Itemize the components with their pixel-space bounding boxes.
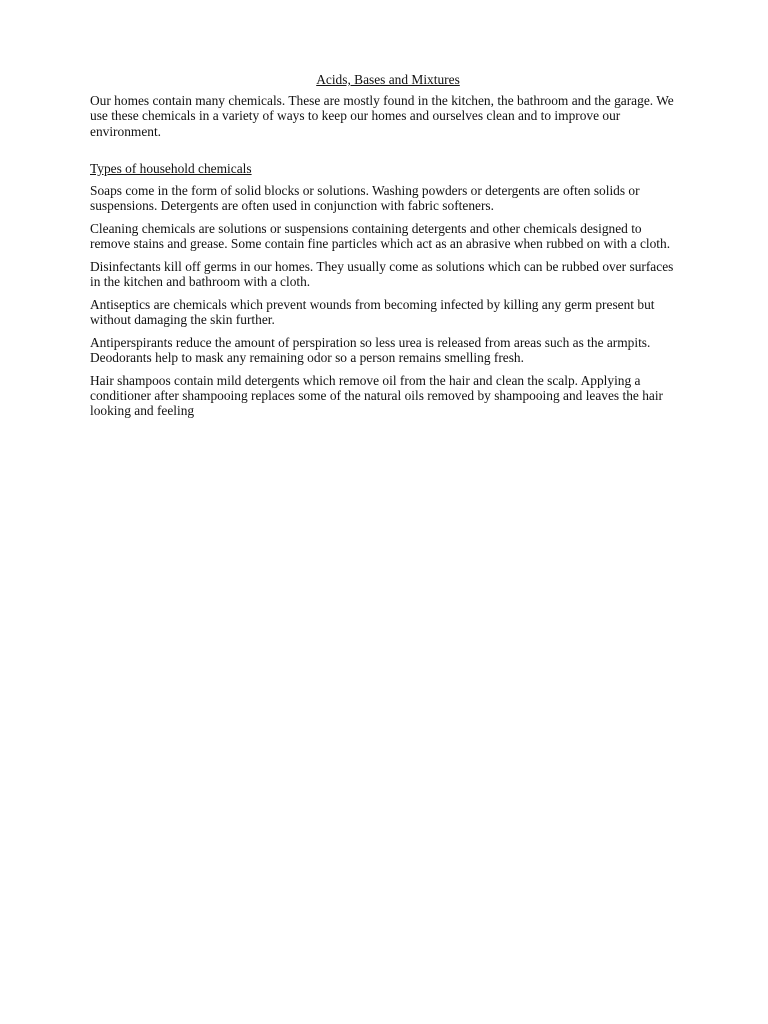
intro-paragraph: Our homes contain many chemicals. These are mostly found in the kitchen, the bathroom and the garage. We use these chemicals in a variety of ways to keep our homes and ourselves clean and to improve our environment. bbox=[90, 93, 674, 139]
paragraph-cleaning-chemicals: Cleaning chemicals are solutions or suspensions containing detergents and other chemicals designed to remove stains and grease. Some contain fine particles which act as an abrasive when rubbed on with a cloth. bbox=[90, 221, 671, 252]
document-title: Acids, Bases and Mixtures bbox=[316, 72, 460, 87]
paragraph-antiperspirants: Antiperspirants reduce the amount of perspiration so less urea is released from areas such as the armpits. Deodorants help to mask any remaining odor so a person remains smelling fresh. bbox=[90, 335, 651, 366]
paragraph-hair-shampoos: Hair shampoos contain mild detergents which remove oil from the hair and clean the scalp. Applying a conditioner after shampooing replaces some of the natural oils removed by shampooing and leaves the hair looking and feeling bbox=[90, 373, 664, 419]
paragraph-disinfectants: Disinfectants kill off germs in our homes. They usually come as solutions which can be rubbed over surfaces in the kitchen and bathroom with a cloth. bbox=[90, 259, 674, 290]
paragraph-soaps: Soaps come in the form of solid blocks or solutions. Washing powders or detergents are often solids or suspensions. Detergents are often used in conjunction with fabric softeners. bbox=[90, 183, 640, 214]
section-heading: Types of household chemicals bbox=[90, 160, 252, 176]
document-page bbox=[90, 72, 682, 426]
paragraph-antiseptics: Antiseptics are chemicals which prevent wounds from becoming infected by killing any germ present but without damaging the skin further. bbox=[90, 297, 655, 328]
